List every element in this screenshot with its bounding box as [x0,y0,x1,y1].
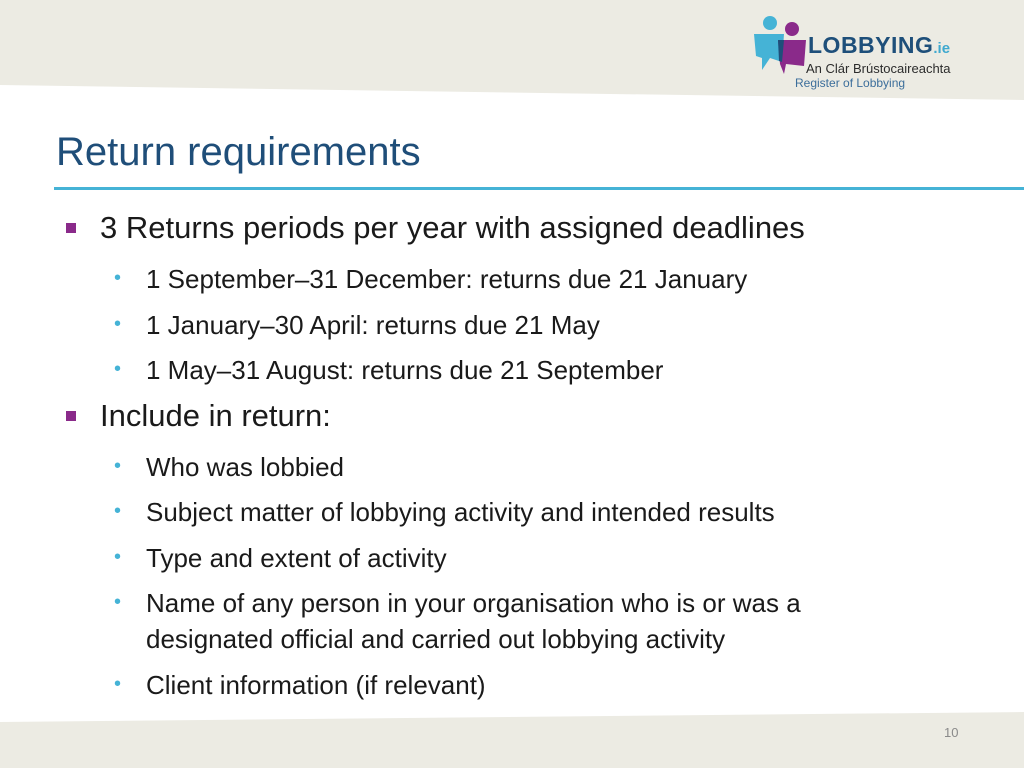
bullet-level2: Who was lobbied [146,452,344,482]
logo-wordmark: LOBBYING.ie [808,32,951,58]
dot-bullet-icon: • [114,267,122,289]
bullet-level2: 1 September–31 December: returns due 21 January [146,264,748,294]
logo-subtitle-english: Register of Lobbying [795,76,906,90]
bullet-level1: 3 Returns periods per year with assigned deadlines [100,210,805,245]
dot-bullet-icon: • [114,673,122,695]
bullet-level2: 1 January–30 April: returns due 21 May [146,310,600,340]
page-number: 10 [944,725,959,740]
bullet-level2: Client information (if relevant) [146,670,486,700]
dot-bullet-icon: • [114,313,122,335]
bullet-level2: 1 May–31 August: returns due 21 September [146,355,664,385]
bullet-level1: Include in return: [100,398,331,433]
title-divider [54,187,1024,190]
logo-subtitle-irish: An Clár Brústocaireachta [806,61,951,76]
dot-bullet-icon: • [114,358,122,380]
square-bullet-icon [66,411,76,421]
slide-title: Return requirements [56,130,421,174]
lobbying-ie-logo [750,14,990,94]
dot-bullet-icon: • [114,500,122,522]
bullet-level2: Name of any person in your organisation who is or was a [146,588,801,618]
dot-bullet-icon: • [114,546,122,568]
bullet-level2: Subject matter of lobbying activity and intended results [146,497,775,527]
bullet-level2: Type and extent of activity [146,543,447,573]
bullet-level2-continuation: designated official and carried out lobbying activity [146,624,726,654]
people-speech-bubble-icon [750,14,810,76]
dot-bullet-icon: • [114,455,122,477]
dot-bullet-icon: • [114,591,122,613]
square-bullet-icon [66,223,76,233]
